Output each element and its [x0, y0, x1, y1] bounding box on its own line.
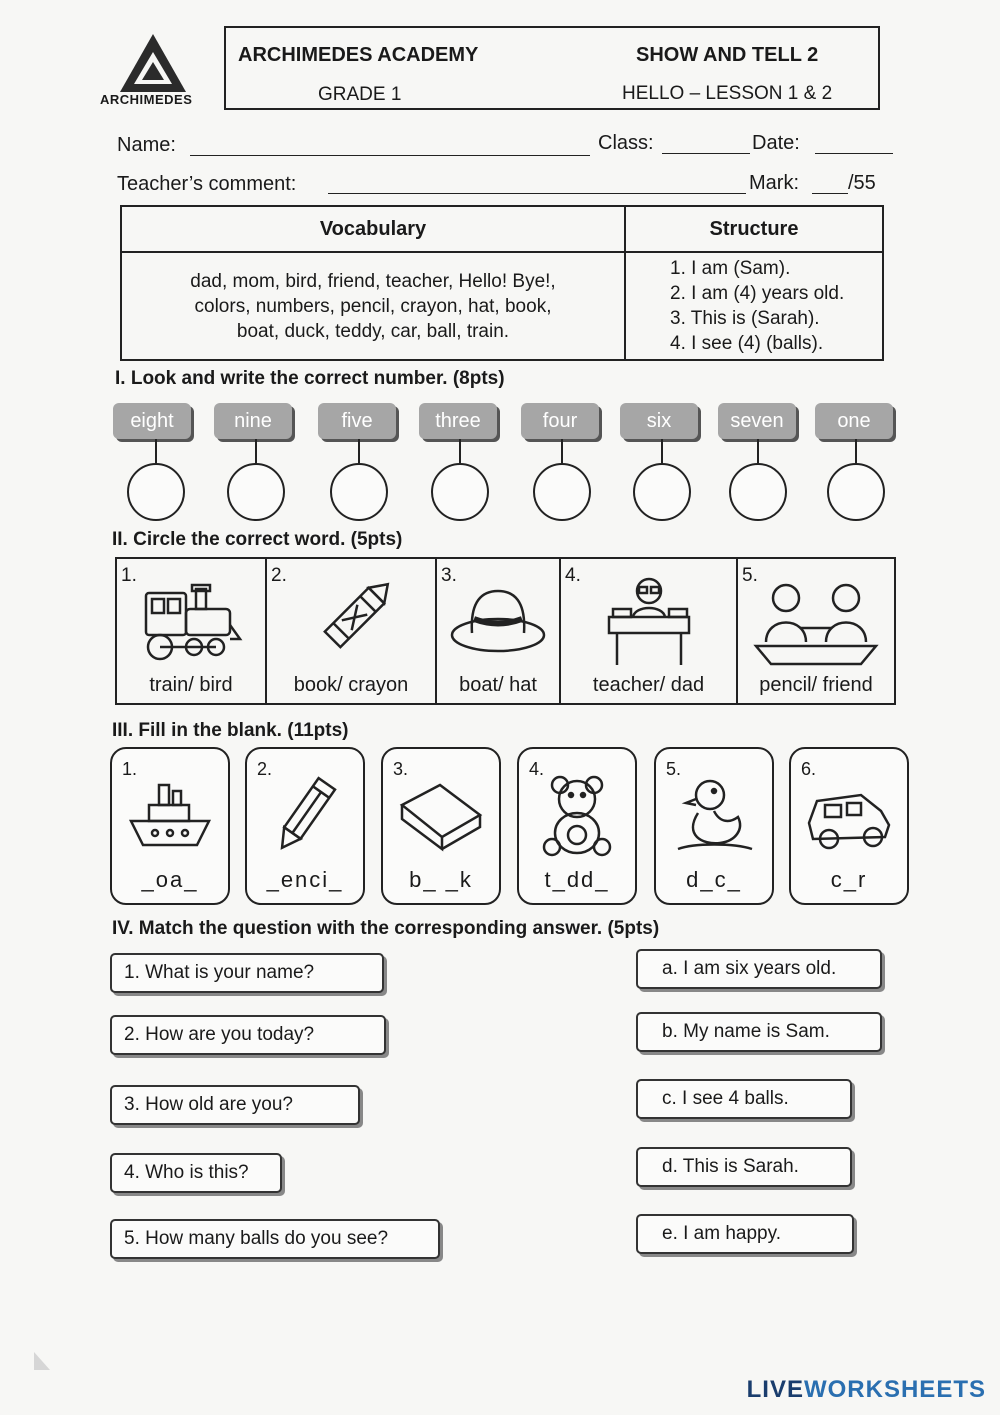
connector-line [358, 439, 360, 463]
circle-word-cell [437, 559, 561, 703]
vocabulary-header: Vocabulary [121, 206, 625, 252]
section-2-title: II. Circle the correct word. (5pts) [112, 529, 403, 550]
hat-icon [448, 581, 548, 661]
friends-icon [751, 576, 881, 666]
liveworksheets-logo [747, 1376, 986, 1404]
number-answer-circle[interactable] [227, 463, 285, 521]
teacher-icon [599, 573, 699, 669]
book-icon [396, 775, 486, 855]
number-answer-circle[interactable] [633, 463, 691, 521]
archimedes-logo-icon [118, 32, 188, 94]
number-word-box: seven [718, 403, 796, 439]
answer-box[interactable]: c. I see 4 balls. [636, 1079, 852, 1119]
car-icon [803, 777, 895, 853]
answer-box[interactable]: a. I am six years old. [636, 949, 882, 989]
item-number: 2. [257, 759, 273, 779]
mark-total: /55 [848, 172, 876, 194]
class-label: Class: [598, 132, 654, 154]
name-label: Name: [117, 134, 176, 156]
number-word-box: four [521, 403, 599, 439]
number-word-box: one [815, 403, 893, 439]
crayon-icon [306, 575, 396, 667]
duck-icon [674, 773, 754, 857]
section-1-title: I. Look and write the correct number. (8pts) [115, 368, 505, 389]
question-box[interactable]: 1. What is your name? [110, 953, 384, 993]
logo-text: ARCHIMEDES [100, 92, 193, 107]
number-word-box: six [620, 403, 698, 439]
circle-word-cell [561, 559, 738, 703]
vocab-line: colors, numbers, pencil, crayon, hat, book, [194, 295, 552, 317]
section-3-title: III. Fill in the blank. (11pts) [112, 720, 349, 741]
word-choice[interactable]: train/ bird [149, 674, 233, 696]
word-choice[interactable]: pencil/ friend [759, 674, 873, 696]
fill-blank-card [654, 747, 774, 905]
teddy-icon [534, 773, 620, 857]
number-answer-circle[interactable] [431, 463, 489, 521]
grade: GRADE 1 [318, 84, 402, 105]
pencil-icon [265, 773, 345, 857]
answer-box[interactable]: d. This is Sarah. [636, 1147, 852, 1187]
number-word-box: eight [113, 403, 191, 439]
connector-line [757, 439, 759, 463]
fill-blank-word[interactable]: _oa_ [141, 867, 199, 892]
connector-line [459, 439, 461, 463]
fill-blank-card [517, 747, 637, 905]
boat-icon [125, 775, 215, 855]
item-number: 4. [529, 759, 545, 779]
structure-line: 4. I see (4) (balls). [670, 333, 824, 354]
question-box[interactable]: 4. Who is this? [110, 1153, 282, 1193]
connector-line [561, 439, 563, 463]
circle-word-cell [117, 559, 267, 703]
lesson-title: HELLO – LESSON 1 & 2 [622, 83, 833, 104]
item-number: 5. [742, 565, 758, 586]
connector-line [661, 439, 663, 463]
comment-label: Teacher’s comment: [117, 173, 297, 195]
structure-line: 1. I am (Sam). [670, 258, 791, 279]
question-box[interactable]: 5. How many balls do you see? [110, 1219, 440, 1259]
item-number: 1. [121, 565, 137, 586]
circle-word-cell [738, 559, 894, 703]
date-label: Date: [752, 132, 800, 154]
section-4-title: IV. Match the question with the corresponding answer. (5pts) [112, 918, 660, 939]
fill-blank-word[interactable]: d_c_ [686, 867, 742, 892]
worksheet-title: SHOW AND TELL 2 [636, 44, 819, 66]
number-word-box: nine [214, 403, 292, 439]
class-field[interactable] [662, 132, 750, 154]
fill-blank-word[interactable]: t_dd_ [544, 867, 610, 892]
question-box[interactable]: 2. How are you today? [110, 1015, 386, 1055]
question-box[interactable]: 3. How old are you? [110, 1085, 360, 1125]
word-choice[interactable]: book/ crayon [293, 674, 409, 696]
answer-box[interactable]: e. I am happy. [636, 1214, 854, 1254]
train-icon [136, 575, 246, 667]
fill-blank-word[interactable]: _enci_ [266, 867, 344, 892]
mark-field[interactable] [812, 172, 848, 194]
number-word-box: three [419, 403, 497, 439]
word-choice[interactable]: boat/ hat [459, 674, 537, 696]
fill-blank-word[interactable]: b_ _k [409, 867, 473, 892]
answer-box[interactable]: b. My name is Sam. [636, 1012, 882, 1052]
item-number: 1. [122, 759, 138, 779]
word-choice[interactable]: teacher/ dad [592, 674, 705, 696]
number-answer-circle[interactable] [330, 463, 388, 521]
item-number: 4. [565, 565, 581, 586]
connector-line [155, 439, 157, 463]
number-answer-circle[interactable] [533, 463, 591, 521]
fill-blank-card [381, 747, 501, 905]
school-name: ARCHIMEDES ACADEMY [238, 44, 479, 66]
number-word-box: five [318, 403, 396, 439]
number-answer-circle[interactable] [827, 463, 885, 521]
vocabulary-table [120, 205, 884, 361]
circle-word-cell [267, 559, 437, 703]
date-field[interactable] [815, 132, 893, 154]
brand-suffix: WORKSHEETS [803, 1376, 986, 1403]
page-fold-mark [34, 1352, 50, 1370]
item-number: 2. [271, 565, 287, 586]
circle-word-table [115, 557, 896, 705]
mark-label: Mark: [749, 172, 799, 194]
fill-blank-card [245, 747, 365, 905]
vocab-line: dad, mom, bird, friend, teacher, Hello! Bye!, [190, 270, 556, 292]
number-answer-circle[interactable] [127, 463, 185, 521]
item-number: 5. [666, 759, 682, 779]
structure-list [625, 252, 883, 360]
brand-prefix: LIVE [746, 1376, 804, 1403]
connector-line [255, 439, 257, 463]
item-number: 6. [801, 759, 817, 779]
connector-line [855, 439, 857, 463]
structure-header: Structure [625, 206, 883, 252]
item-number: 3. [441, 565, 457, 586]
structure-line: 2. I am (4) years old. [670, 283, 845, 304]
item-number: 3. [393, 759, 409, 779]
vocab-line: boat, duck, teddy, car, ball, train. [236, 320, 510, 342]
name-field[interactable] [190, 134, 590, 156]
vocabulary-words [121, 252, 625, 360]
structure-line: 3. This is (Sarah). [670, 308, 820, 329]
number-answer-circle[interactable] [729, 463, 787, 521]
fill-blank-word[interactable]: c_r [830, 867, 868, 892]
fill-blank-card [110, 747, 230, 905]
comment-field[interactable] [328, 172, 746, 194]
fill-blank-card [789, 747, 909, 905]
